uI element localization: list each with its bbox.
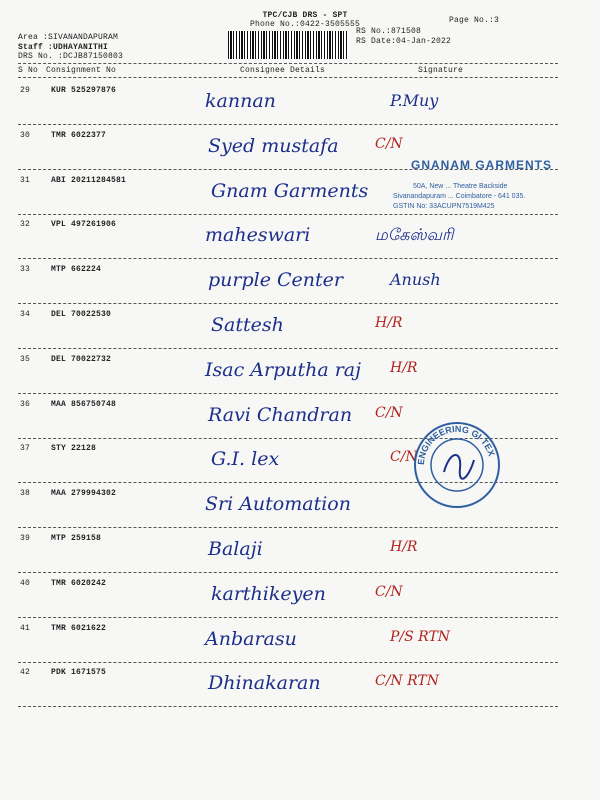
row-consignee-name: Sri Automation xyxy=(205,493,351,516)
col-header-consignee: Consignee Details xyxy=(240,66,326,75)
row-sno: 37 xyxy=(20,444,31,454)
row-consignee-name: maheswari xyxy=(205,224,311,247)
header-divider-top xyxy=(18,63,558,64)
row-signature-remark: C/N xyxy=(375,404,403,421)
row-signature-remark: H/R xyxy=(375,315,403,331)
row-signature-remark: H/R xyxy=(390,539,418,555)
row-consignment-no: KUR 525297876 xyxy=(51,86,117,95)
row-consignment-no: TMR 6021622 xyxy=(51,623,107,633)
row-consignment-no: STY 22128 xyxy=(51,444,97,454)
row-consignee-name: Dhinakaran xyxy=(208,672,321,695)
barcode xyxy=(228,31,348,59)
stamp-address-line-1: 50A, New ... Theatre Backside xyxy=(413,183,508,190)
seal-text: ENGINEERING GI TEX xyxy=(415,423,497,466)
row-consignee-name: Sattesh xyxy=(211,314,284,336)
rs-date-field: RS Date:04-Jan-2022 xyxy=(356,36,452,46)
stamp-gstin: GSTIN No: 33ACUPN7519M425 xyxy=(393,203,495,210)
row-divider xyxy=(18,662,558,663)
row-sno: 36 xyxy=(20,399,31,409)
row-signature-remark: C/N xyxy=(375,583,403,600)
col-header-consignment: Consignment No xyxy=(46,66,117,75)
page-number: Page No.:3 xyxy=(449,16,500,25)
row-signature-remark: H/R xyxy=(390,359,418,376)
rs-number-field: RS No.:871508 xyxy=(356,27,422,36)
row-consignee-name: Anbarasu xyxy=(205,627,297,650)
row-divider xyxy=(18,124,558,125)
row-sno: 29 xyxy=(20,86,31,95)
phone-number: Phone No.:0422-3505555 xyxy=(249,20,361,29)
drs-title: TPC/CJB DRS - SPT xyxy=(262,11,348,20)
row-divider xyxy=(18,258,558,259)
row-consignment-no: PDK 1671575 xyxy=(51,668,107,678)
stamp-company-name: GNANAM GARMENTS xyxy=(411,158,552,172)
row-divider xyxy=(18,303,558,304)
company-stamp xyxy=(385,155,563,217)
row-divider xyxy=(18,393,558,394)
row-consignment-no: TMR 6020242 xyxy=(51,578,107,588)
row-sno: 31 xyxy=(20,175,31,185)
row-divider xyxy=(18,617,558,618)
row-consignee-name: purple Center xyxy=(208,269,343,292)
col-header-signature: Signature xyxy=(418,66,464,75)
row-signature-remark: P.Muy xyxy=(390,91,439,110)
row-signature-remark: C/N xyxy=(390,449,418,466)
right-info-block xyxy=(356,27,451,46)
row-sno: 38 xyxy=(20,489,31,499)
row-consignee-name: Isac Arputha raj xyxy=(205,358,362,381)
row-consignee-name: Balaji xyxy=(208,538,263,560)
row-sno: 42 xyxy=(20,668,31,678)
left-info-block xyxy=(18,33,123,62)
svg-text:ENGINEERING GI TEX xyxy=(416,424,497,465)
row-consignee-name: kannan xyxy=(205,90,276,112)
row-consignment-no: MTP 662224 xyxy=(51,265,102,275)
row-divider xyxy=(18,348,558,349)
staff-field: Staff :UDHAYANITHI xyxy=(18,42,109,52)
row-consignee-name: karthikeyen xyxy=(211,582,326,605)
row-sno: 30 xyxy=(20,130,31,140)
row-consignee-name: Ravi Chandran xyxy=(208,403,353,426)
row-consignee-name: Syed mustafa xyxy=(208,134,339,157)
row-consignment-no: MAA 856750748 xyxy=(51,399,117,409)
row-signature-remark: C/N xyxy=(375,135,403,152)
row-divider xyxy=(18,706,558,707)
col-header-sno: S No xyxy=(18,66,39,75)
row-signature-remark: மகேஸ்வரி xyxy=(375,225,454,245)
row-consignee-name: Gnam Garments xyxy=(211,179,369,202)
round-seal-stamp xyxy=(412,420,502,510)
row-signature-remark: P/S RTN xyxy=(390,628,451,645)
stamp-address-line-2: Sivanandapuram ... Coimbatore - 641 035. xyxy=(393,193,526,200)
row-consignment-no: VPL 497261906 xyxy=(51,220,117,230)
row-consignment-no: DEL 70022732 xyxy=(51,354,112,364)
row-consignment-no: MTP 259158 xyxy=(51,534,102,543)
area-field: Area :SIVANANDAPURAM xyxy=(18,33,119,42)
row-consignment-no: MAA 279994302 xyxy=(51,489,117,499)
row-sno: 33 xyxy=(20,265,31,275)
header-divider-bottom xyxy=(18,77,558,78)
row-sno: 34 xyxy=(20,310,31,319)
row-signature-remark: C/N RTN xyxy=(375,673,440,690)
drs-number-field: DRS No. :DCJB87150803 xyxy=(18,52,124,61)
row-divider xyxy=(18,572,558,573)
row-sno: 32 xyxy=(20,220,31,230)
row-sno: 40 xyxy=(20,578,31,588)
row-consignment-no: ABI 20211284581 xyxy=(51,175,127,185)
row-consignment-no: TMR 6022377 xyxy=(51,130,107,140)
row-sno: 41 xyxy=(20,623,31,633)
row-signature-remark: Anush xyxy=(390,270,441,290)
row-sno: 39 xyxy=(20,534,31,543)
row-consignee-name: G.I. lex xyxy=(211,448,280,471)
row-consignment-no: DEL 70022530 xyxy=(51,310,112,319)
row-divider xyxy=(18,527,558,528)
row-sno: 35 xyxy=(20,354,31,364)
